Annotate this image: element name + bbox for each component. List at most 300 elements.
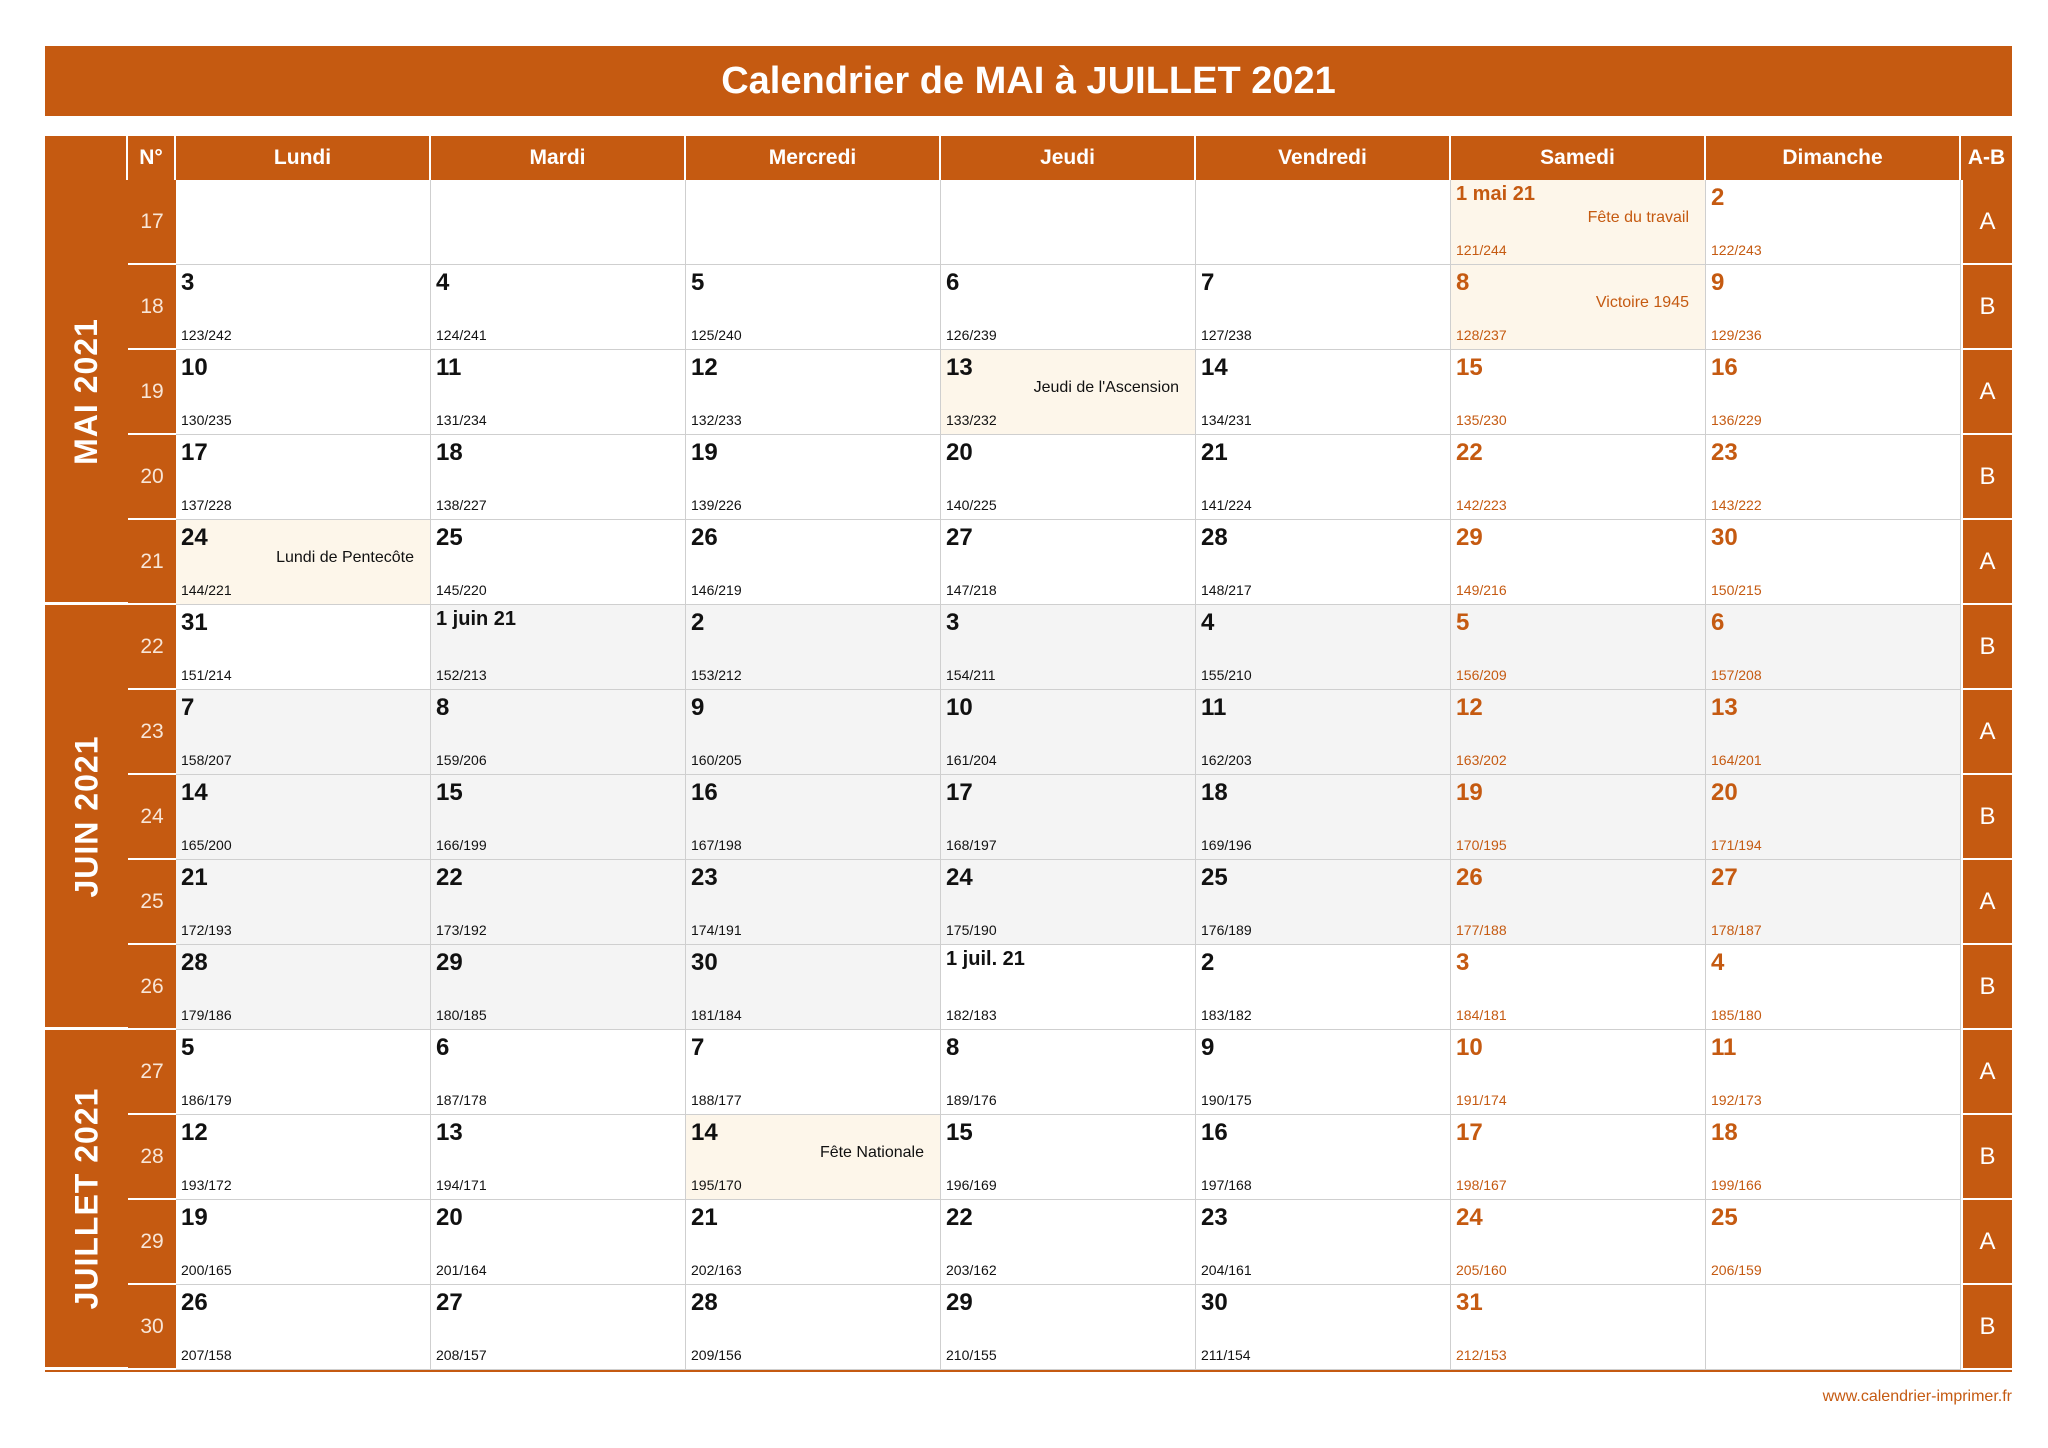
- day-cell[interactable]: [941, 945, 1196, 1030]
- empty-day-cell: [1706, 1285, 1961, 1370]
- header-ab: A-B: [1961, 136, 2012, 180]
- day-number: 28: [1201, 524, 1228, 551]
- header-vendredi: Vendredi: [1196, 136, 1451, 180]
- day-number: 15: [946, 1119, 973, 1146]
- day-cell[interactable]: [176, 350, 431, 435]
- day-cell[interactable]: [431, 520, 686, 605]
- week-number: 22: [128, 605, 176, 690]
- day-number: 1 juin 21: [436, 608, 517, 630]
- week-ab-label: B: [1961, 435, 2012, 520]
- day-number: 16: [691, 779, 718, 806]
- day-number: 12: [691, 354, 718, 381]
- day-of-year: 183/182: [1201, 1007, 1252, 1023]
- day-of-year: 196/169: [946, 1177, 997, 1193]
- day-of-year: 195/170: [691, 1177, 742, 1193]
- day-cell[interactable]: [941, 1200, 1196, 1285]
- week-ab-label: B: [1961, 265, 2012, 350]
- header-week-number: N°: [128, 136, 176, 180]
- day-cell[interactable]: [1196, 1030, 1451, 1115]
- day-cell[interactable]: [1451, 775, 1706, 860]
- day-of-year: 146/219: [691, 582, 742, 598]
- day-of-year: 124/241: [436, 327, 487, 343]
- day-number: 9: [1201, 1034, 1215, 1061]
- day-number: 16: [1201, 1119, 1228, 1146]
- day-cell[interactable]: [176, 435, 431, 520]
- day-cell[interactable]: [1706, 180, 1961, 265]
- day-of-year: 164/201: [1711, 752, 1762, 768]
- day-number: 21: [1201, 439, 1228, 466]
- day-number: 25: [1711, 1204, 1738, 1231]
- day-of-year: 130/235: [181, 412, 232, 428]
- empty-day-cell: [431, 180, 686, 265]
- day-number: 23: [1201, 1204, 1228, 1231]
- day-cell[interactable]: [176, 265, 431, 350]
- day-of-year: 174/191: [691, 922, 742, 938]
- day-cell[interactable]: [176, 1285, 431, 1370]
- day-cell[interactable]: [941, 775, 1196, 860]
- day-cell[interactable]: [431, 435, 686, 520]
- day-number: 27: [436, 1289, 463, 1316]
- day-cell[interactable]: [941, 605, 1196, 690]
- day-of-year: 123/242: [181, 327, 232, 343]
- day-cell[interactable]: [1196, 1200, 1451, 1285]
- week-number: 18: [128, 265, 176, 350]
- week-number: 19: [128, 350, 176, 435]
- empty-day-cell: [176, 180, 431, 265]
- day-cell[interactable]: [941, 350, 1196, 435]
- day-number: 17: [946, 779, 973, 806]
- day-of-year: 134/231: [1201, 412, 1252, 428]
- day-cell[interactable]: [431, 350, 686, 435]
- day-number: 10: [1456, 1034, 1483, 1061]
- day-number: 8: [1456, 269, 1470, 296]
- month-label-text: MAI 2021: [68, 317, 105, 465]
- day-number: 17: [181, 439, 208, 466]
- day-cell[interactable]: [1196, 1115, 1451, 1200]
- day-number: 7: [181, 694, 195, 721]
- week-number: 21: [128, 520, 176, 605]
- day-number: 1 juil. 21: [946, 948, 1025, 970]
- calendar-grid: [45, 136, 2012, 1372]
- holiday-label: Jeudi de l'Ascension: [1033, 379, 1179, 396]
- empty-day-cell: [941, 180, 1196, 265]
- day-number: 9: [691, 694, 705, 721]
- day-of-year: 155/210: [1201, 667, 1252, 683]
- day-of-year: 186/179: [181, 1092, 232, 1108]
- day-number: 20: [1711, 779, 1738, 806]
- week-number: 26: [128, 945, 176, 1030]
- week-number: 23: [128, 690, 176, 775]
- day-number: 20: [946, 439, 973, 466]
- day-number: 26: [1456, 864, 1483, 891]
- day-number: 8: [946, 1034, 960, 1061]
- day-cell[interactable]: [941, 435, 1196, 520]
- day-of-year: 131/234: [436, 412, 487, 428]
- header-mardi: Mardi: [431, 136, 686, 180]
- day-number: 22: [1456, 439, 1483, 466]
- day-number: 29: [1456, 524, 1483, 551]
- day-cell[interactable]: [1706, 435, 1961, 520]
- day-of-year: 198/167: [1456, 1177, 1507, 1193]
- day-of-year: 205/160: [1456, 1262, 1507, 1278]
- day-cell[interactable]: [1196, 350, 1451, 435]
- day-cell[interactable]: [1451, 945, 1706, 1030]
- day-of-year: 194/171: [436, 1177, 487, 1193]
- day-cell[interactable]: [686, 1285, 941, 1370]
- header-lundi: Lundi: [176, 136, 431, 180]
- day-cell[interactable]: [1196, 435, 1451, 520]
- day-cell[interactable]: [1706, 1030, 1961, 1115]
- day-of-year: 201/164: [436, 1262, 487, 1278]
- day-cell[interactable]: [1451, 350, 1706, 435]
- day-of-year: 128/237: [1456, 327, 1507, 343]
- day-of-year: 184/181: [1456, 1007, 1507, 1023]
- day-cell[interactable]: [1706, 350, 1961, 435]
- day-cell[interactable]: [1451, 860, 1706, 945]
- week-ab-label: A: [1961, 1200, 2012, 1285]
- day-number: 1 mai 21: [1456, 183, 1535, 205]
- day-of-year: 150/215: [1711, 582, 1762, 598]
- day-cell[interactable]: [686, 945, 941, 1030]
- day-number: 3: [1456, 949, 1470, 976]
- day-cell[interactable]: [176, 775, 431, 860]
- header-dimanche: Dimanche: [1706, 136, 1961, 180]
- day-number: 12: [181, 1119, 208, 1146]
- day-cell[interactable]: [686, 775, 941, 860]
- day-cell[interactable]: [431, 1200, 686, 1285]
- day-cell[interactable]: [1451, 605, 1706, 690]
- day-number: 11: [436, 354, 462, 381]
- day-cell[interactable]: [941, 690, 1196, 775]
- day-of-year: 180/185: [436, 1007, 487, 1023]
- week-number: 27: [128, 1030, 176, 1115]
- day-number: 5: [1456, 609, 1470, 636]
- day-cell[interactable]: [1196, 265, 1451, 350]
- day-of-year: 171/194: [1711, 837, 1762, 853]
- day-of-year: 138/227: [436, 497, 487, 513]
- day-of-year: 136/229: [1711, 412, 1762, 428]
- day-cell[interactable]: [1451, 180, 1706, 265]
- day-number: 22: [946, 1204, 973, 1231]
- week-ab-label: A: [1961, 180, 2012, 265]
- day-number: 28: [691, 1289, 718, 1316]
- day-cell[interactable]: [941, 520, 1196, 605]
- day-of-year: 206/159: [1711, 1262, 1762, 1278]
- day-number: 30: [1201, 1289, 1228, 1316]
- day-number: 28: [181, 949, 208, 976]
- day-number: 19: [691, 439, 718, 466]
- day-of-year: 135/230: [1456, 412, 1507, 428]
- day-cell[interactable]: [1196, 1285, 1451, 1370]
- day-number: 5: [691, 269, 705, 296]
- day-number: 29: [946, 1289, 973, 1316]
- week-number: 24: [128, 775, 176, 860]
- day-cell[interactable]: [686, 1030, 941, 1115]
- day-cell[interactable]: [686, 860, 941, 945]
- day-of-year: 192/173: [1711, 1092, 1762, 1108]
- day-cell[interactable]: [941, 860, 1196, 945]
- day-cell[interactable]: [431, 690, 686, 775]
- day-cell[interactable]: [431, 1285, 686, 1370]
- week-ab-label: A: [1961, 520, 2012, 605]
- day-number: 23: [1711, 439, 1738, 466]
- day-of-year: 170/195: [1456, 837, 1507, 853]
- day-of-year: 179/186: [181, 1007, 232, 1023]
- day-number: 10: [946, 694, 973, 721]
- day-number: 6: [1711, 609, 1725, 636]
- day-of-year: 212/153: [1456, 1347, 1507, 1363]
- day-of-year: 122/243: [1711, 242, 1762, 258]
- header-jeudi: Jeudi: [941, 136, 1196, 180]
- day-cell[interactable]: [686, 265, 941, 350]
- day-cell[interactable]: [431, 265, 686, 350]
- day-number: 24: [946, 864, 973, 891]
- day-number: 16: [1711, 354, 1738, 381]
- day-of-year: 152/213: [436, 667, 487, 683]
- week-number: 29: [128, 1200, 176, 1285]
- day-number: 18: [436, 439, 463, 466]
- day-cell[interactable]: [176, 605, 431, 690]
- day-number: 5: [181, 1034, 195, 1061]
- day-cell[interactable]: [431, 945, 686, 1030]
- day-number: 17: [1456, 1119, 1483, 1146]
- day-number: 27: [946, 524, 973, 551]
- day-number: 21: [181, 864, 208, 891]
- day-cell[interactable]: [1451, 1030, 1706, 1115]
- week-number: 20: [128, 435, 176, 520]
- day-of-year: 160/205: [691, 752, 742, 768]
- day-of-year: 148/217: [1201, 582, 1252, 598]
- day-of-year: 140/225: [946, 497, 997, 513]
- day-number: 20: [436, 1204, 463, 1231]
- day-cell[interactable]: [431, 860, 686, 945]
- holiday-label: Victoire 1945: [1595, 294, 1689, 311]
- header-corner: [45, 136, 128, 180]
- holiday-label: Fête du travail: [1587, 209, 1689, 226]
- day-number: 11: [1711, 1034, 1737, 1061]
- day-of-year: 142/223: [1456, 497, 1507, 513]
- day-of-year: 137/228: [181, 497, 232, 513]
- day-cell[interactable]: [686, 1200, 941, 1285]
- day-of-year: 190/175: [1201, 1092, 1252, 1108]
- day-of-year: 161/204: [946, 752, 997, 768]
- day-cell[interactable]: [176, 1115, 431, 1200]
- week-number: 17: [128, 180, 176, 265]
- day-number: 6: [436, 1034, 450, 1061]
- day-number: 13: [436, 1119, 463, 1146]
- day-cell[interactable]: [431, 1115, 686, 1200]
- day-number: 19: [181, 1204, 208, 1231]
- day-number: 3: [946, 609, 960, 636]
- week-ab-label: B: [1961, 1115, 2012, 1200]
- week-ab-label: B: [1961, 945, 2012, 1030]
- day-of-year: 182/183: [946, 1007, 997, 1023]
- day-cell[interactable]: [1706, 775, 1961, 860]
- day-cell[interactable]: [1706, 1200, 1961, 1285]
- day-number: 22: [436, 864, 463, 891]
- holiday-label: Fête Nationale: [819, 1144, 924, 1161]
- day-cell[interactable]: [1706, 265, 1961, 350]
- day-of-year: 121/244: [1456, 242, 1507, 258]
- week-ab-label: A: [1961, 860, 2012, 945]
- day-cell[interactable]: [941, 1030, 1196, 1115]
- day-of-year: 154/211: [946, 667, 996, 683]
- day-cell[interactable]: [176, 1200, 431, 1285]
- week-number: 25: [128, 860, 176, 945]
- day-number: 14: [1201, 354, 1228, 381]
- day-number: 2: [1201, 949, 1215, 976]
- header-mercredi: Mercredi: [686, 136, 941, 180]
- week-ab-label: B: [1961, 605, 2012, 690]
- day-cell[interactable]: [686, 350, 941, 435]
- day-number: 8: [436, 694, 450, 721]
- month-label-text: JUILLET 2021: [68, 1087, 105, 1310]
- day-number: 30: [1711, 524, 1738, 551]
- day-cell[interactable]: [941, 1115, 1196, 1200]
- day-of-year: 178/187: [1711, 922, 1762, 938]
- day-cell[interactable]: [1706, 945, 1961, 1030]
- day-number: 31: [181, 609, 208, 636]
- day-cell[interactable]: [1451, 1285, 1706, 1370]
- day-of-year: 176/189: [1201, 922, 1252, 938]
- day-number: 7: [691, 1034, 705, 1061]
- day-of-year: 203/162: [946, 1262, 997, 1278]
- week-ab-label: B: [1961, 775, 2012, 860]
- day-of-year: 156/209: [1456, 667, 1507, 683]
- week-ab-label: A: [1961, 350, 2012, 435]
- day-cell[interactable]: [176, 690, 431, 775]
- day-of-year: 145/220: [436, 582, 487, 598]
- week-ab-label: B: [1961, 1285, 2012, 1370]
- day-of-year: 151/214: [181, 667, 232, 683]
- day-cell[interactable]: [1196, 520, 1451, 605]
- day-cell[interactable]: [1451, 1115, 1706, 1200]
- day-of-year: 187/178: [436, 1092, 487, 1108]
- day-of-year: 158/207: [181, 752, 232, 768]
- day-of-year: 199/166: [1711, 1177, 1762, 1193]
- day-cell[interactable]: [431, 1030, 686, 1115]
- day-cell[interactable]: [1451, 1200, 1706, 1285]
- day-cell[interactable]: [1451, 520, 1706, 605]
- day-of-year: 204/161: [1201, 1262, 1252, 1278]
- day-cell[interactable]: [1706, 1115, 1961, 1200]
- day-of-year: 167/198: [691, 837, 742, 853]
- day-of-year: 177/188: [1456, 922, 1507, 938]
- day-cell[interactable]: [1706, 520, 1961, 605]
- day-number: 29: [436, 949, 463, 976]
- day-of-year: 188/177: [691, 1092, 742, 1108]
- day-cell[interactable]: [176, 1030, 431, 1115]
- day-cell[interactable]: [686, 1115, 941, 1200]
- day-of-year: 144/221: [181, 582, 232, 598]
- day-cell[interactable]: [176, 520, 431, 605]
- day-cell[interactable]: [1196, 775, 1451, 860]
- day-cell[interactable]: [941, 1285, 1196, 1370]
- day-of-year: 207/158: [181, 1347, 232, 1363]
- day-of-year: 141/224: [1201, 497, 1252, 513]
- day-number: 26: [181, 1289, 208, 1316]
- header-samedi: Samedi: [1451, 136, 1706, 180]
- day-cell[interactable]: [686, 435, 941, 520]
- day-of-year: 172/193: [181, 922, 232, 938]
- day-of-year: 165/200: [181, 837, 232, 853]
- day-cell[interactable]: [1706, 690, 1961, 775]
- day-cell[interactable]: [431, 775, 686, 860]
- month-label: [45, 1030, 128, 1370]
- day-of-year: 127/238: [1201, 327, 1252, 343]
- day-of-year: 202/163: [691, 1262, 742, 1278]
- day-cell[interactable]: [1451, 690, 1706, 775]
- day-of-year: 132/233: [691, 412, 742, 428]
- day-cell[interactable]: [941, 265, 1196, 350]
- day-number: 31: [1456, 1289, 1483, 1316]
- day-of-year: 211/154: [1201, 1347, 1251, 1363]
- day-number: 25: [1201, 864, 1228, 891]
- day-cell[interactable]: [1196, 860, 1451, 945]
- day-of-year: 143/222: [1711, 497, 1762, 513]
- day-number: 15: [436, 779, 463, 806]
- day-number: 4: [436, 269, 450, 296]
- week-number: 30: [128, 1285, 176, 1370]
- day-number: 24: [181, 524, 208, 551]
- day-of-year: 175/190: [946, 922, 997, 938]
- day-of-year: 168/197: [946, 837, 997, 853]
- day-number: 21: [691, 1204, 718, 1231]
- day-cell[interactable]: [176, 945, 431, 1030]
- day-cell[interactable]: [176, 860, 431, 945]
- day-number: 25: [436, 524, 463, 551]
- day-number: 10: [181, 354, 208, 381]
- day-number: 24: [1456, 1204, 1483, 1231]
- day-number: 23: [691, 864, 718, 891]
- day-of-year: 162/203: [1201, 752, 1252, 768]
- day-of-year: 129/236: [1711, 327, 1762, 343]
- day-of-year: 157/208: [1711, 667, 1762, 683]
- day-cell[interactable]: [431, 605, 686, 690]
- month-label: [45, 180, 128, 605]
- day-number: 26: [691, 524, 718, 551]
- day-cell[interactable]: [686, 520, 941, 605]
- day-cell[interactable]: [1196, 690, 1451, 775]
- day-number: 2: [691, 609, 705, 636]
- day-cell[interactable]: [1196, 945, 1451, 1030]
- day-of-year: 209/156: [691, 1347, 742, 1363]
- footer-website-link[interactable]: www.calendrier-imprimer.fr: [1822, 1388, 2012, 1405]
- day-of-year: 210/155: [946, 1347, 997, 1363]
- day-cell[interactable]: [686, 690, 941, 775]
- day-cell[interactable]: [1451, 435, 1706, 520]
- day-number: 30: [691, 949, 718, 976]
- day-of-year: 153/212: [691, 667, 742, 683]
- day-number: 9: [1711, 269, 1725, 296]
- day-number: 4: [1201, 609, 1215, 636]
- day-cell[interactable]: [1706, 860, 1961, 945]
- day-number: 13: [1711, 694, 1738, 721]
- day-cell[interactable]: [1451, 265, 1706, 350]
- day-of-year: 208/157: [436, 1347, 487, 1363]
- day-number: 12: [1456, 694, 1483, 721]
- day-cell[interactable]: [1706, 605, 1961, 690]
- day-of-year: 133/232: [946, 412, 997, 428]
- holiday-label: Lundi de Pentecôte: [276, 549, 414, 566]
- day-of-year: 169/196: [1201, 837, 1252, 853]
- day-number: 2: [1711, 184, 1725, 211]
- day-of-year: 185/180: [1711, 1007, 1762, 1023]
- day-of-year: 173/192: [436, 922, 487, 938]
- day-cell[interactable]: [686, 605, 941, 690]
- day-cell[interactable]: [1196, 605, 1451, 690]
- day-of-year: 159/206: [436, 752, 487, 768]
